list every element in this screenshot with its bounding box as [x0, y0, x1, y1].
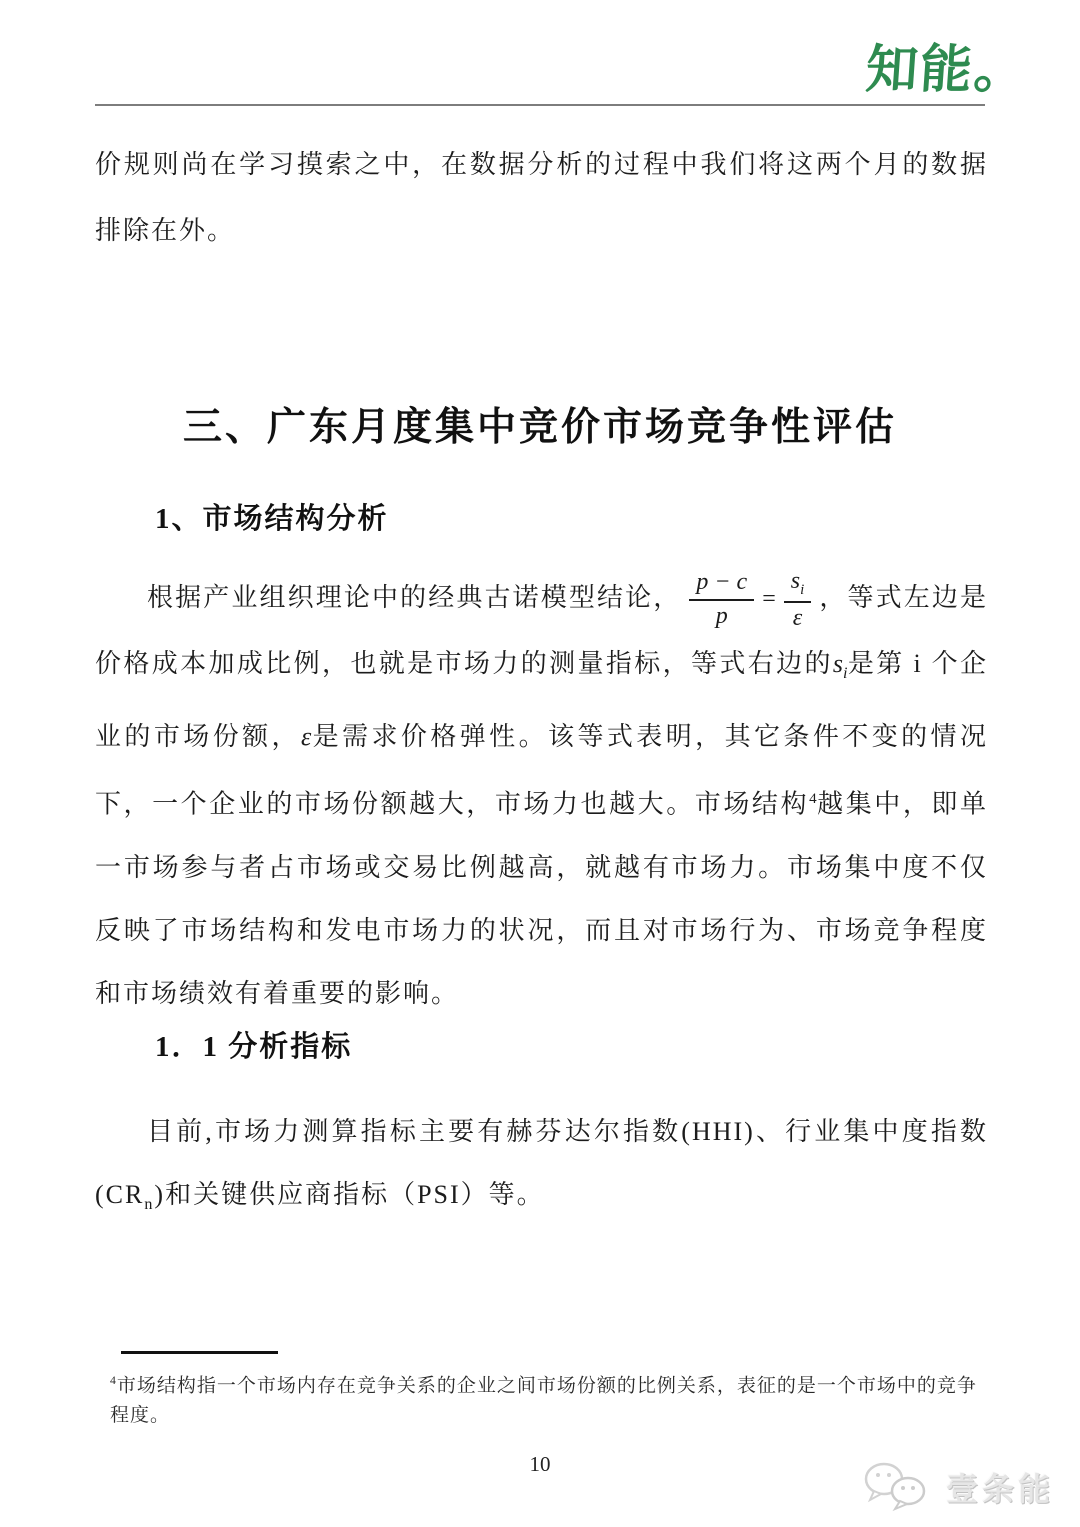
formula-s-variable: s: [790, 567, 801, 594]
formula-s-subscript: i: [800, 581, 805, 598]
formula-lhs-numerator: p − c: [689, 569, 754, 601]
intro-paragraph: 价规则尚在学习摸索之中，在数据分析的过程中我们将这两个月的数据排除在外。: [95, 150, 988, 245]
cournot-formula: [689, 568, 811, 632]
footnote-body: 市场结构指一个市场内存在竞争关系的企业之间市场份额的比例关系，表征的是一个市场中的竞争程度。: [110, 1375, 977, 1427]
chapter-heading: 三、广东月度集中竞价市场竞争性评估: [182, 406, 897, 449]
si-variable: s: [832, 649, 843, 679]
formula-equals-sign: =: [762, 586, 776, 613]
para-text-end: 越集中，即单一市场参与者占市场或交易比例越高，就越有市场力。市场集中度不仅反映了市场结构和发电市场力的状况，而且对市场行为、市场竞争程度和市场绩效有着重要的影响。: [95, 790, 988, 1009]
footnote-divider: [121, 1351, 278, 1354]
footnote-text: [110, 1366, 990, 1431]
section-heading-market-structure: 1、市场结构分析: [155, 503, 389, 535]
watermark-label: 壹条能: [945, 1471, 1054, 1507]
footnote-reference: 4: [809, 791, 817, 808]
watermark: [862, 1460, 1054, 1514]
para-text-mid3: 是需求价格弹性。该等式表明，其它条件不变的情况下，一个企业的市场份额越大，市场力也越大。市场结构: [95, 722, 988, 820]
zhineng-logo: 知能。: [863, 41, 1031, 99]
analysis-paragraph: [95, 566, 988, 1025]
epsilon-variable: ε: [300, 722, 312, 752]
formula-rhs-denominator: ε: [792, 604, 803, 631]
formula-rhs-fraction: [784, 568, 811, 632]
formula-rhs-numerator: [784, 568, 811, 603]
crn-subscript: n: [144, 1196, 155, 1214]
para-text-after-formula: ，等式左边是价格成本加成比例，也就是市场力的测量指标，等式右边的: [95, 583, 988, 679]
para-text-mid2: 是第 i 个企业的市场份额，: [95, 649, 988, 752]
indicator-text-part2: )和关键供应商指标（PSI）等。: [154, 1180, 545, 1209]
section-heading-indicators: 1．1 分析指标: [155, 1031, 353, 1063]
formula-lhs-denominator: p: [715, 603, 728, 630]
para-text-before-formula: 根据产业组织理论中的经典古诺模型结论，: [147, 583, 682, 612]
indicators-paragraph: [95, 1100, 988, 1236]
page-number: 10: [529, 1452, 551, 1476]
formula-lhs-fraction: [689, 569, 754, 630]
footnote-marker: 4: [110, 1374, 117, 1387]
wechat-icon: [862, 1460, 936, 1514]
si-subscript: i: [843, 665, 848, 683]
header-divider: [95, 104, 985, 106]
indicator-text-part1: 目前,市场力测算指标主要有赫芬达尔指数(HHI)、行业集中度指数(CR: [95, 1117, 988, 1209]
